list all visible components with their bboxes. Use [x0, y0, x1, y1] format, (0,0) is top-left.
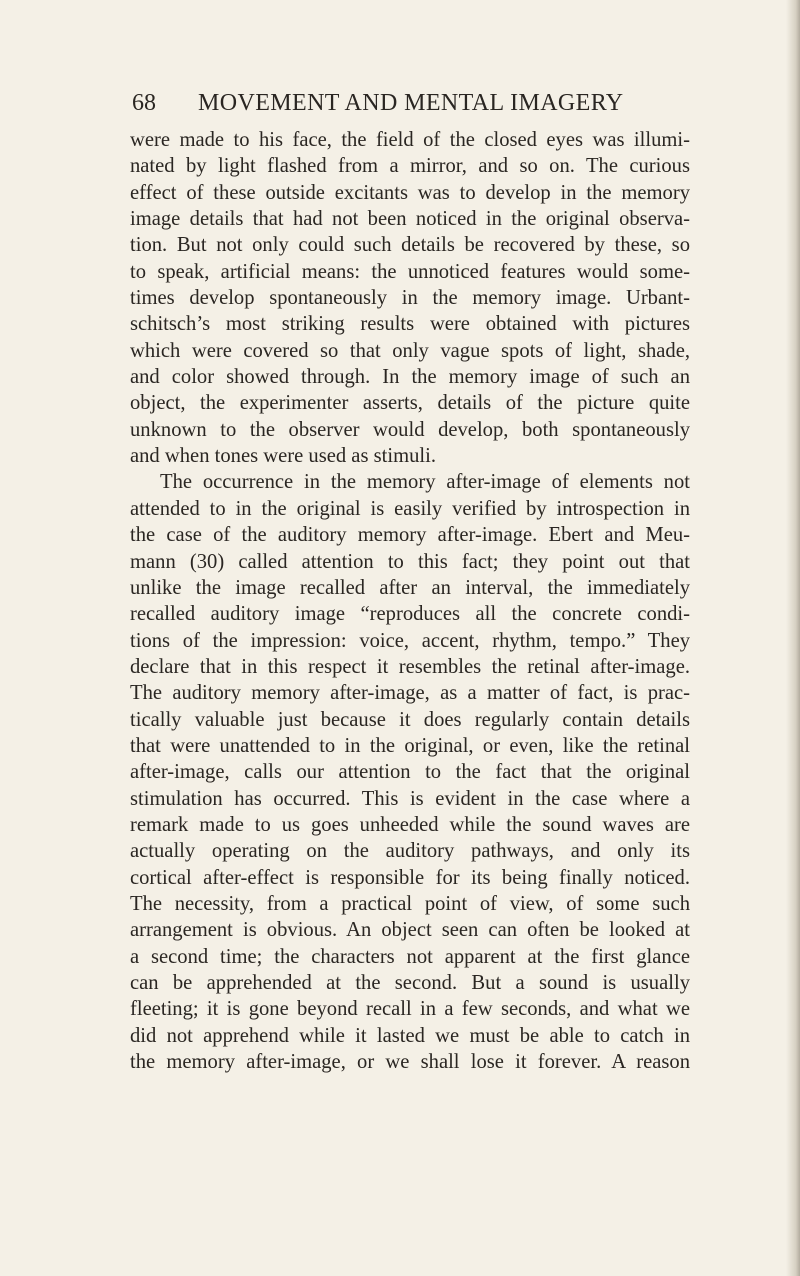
- text-line: unknown to the observer would develop, both spontaneously: [130, 418, 690, 441]
- text-line: fleeting; it is gone beyond recall in a few seconds, and what we: [130, 998, 690, 1021]
- text-line: image details that had not been noticed in the original observa-: [130, 208, 690, 231]
- text-line: the case of the auditory memory after-image. Ebert and Meu-: [130, 524, 690, 547]
- text-line: cortical after-effect is responsible for its being finally noticed.: [130, 866, 690, 889]
- text-line: arrangement is obvious. An object seen can often be looked at: [130, 919, 690, 942]
- text-line: declare that in this respect it resembles the retinal after-image.: [130, 655, 690, 678]
- text-line: actually operating on the auditory pathways, and only its: [130, 840, 690, 863]
- text-line: The necessity, from a practical point of view, of some such: [130, 892, 690, 915]
- text-line: tically valuable just because it does regularly contain details: [130, 708, 690, 731]
- page-edge-shadow: [786, 0, 800, 1276]
- text-line: times develop spontaneously in the memory image. Urbant-: [130, 287, 690, 310]
- text-line: can be apprehended at the second. But a sound is usually: [130, 972, 690, 994]
- body-text: [130, 127, 690, 1075]
- running-title: MOVEMENT AND MENTAL IMAGERY: [198, 90, 624, 116]
- text-line: attended to in the original is easily verified by introspection in: [130, 497, 690, 520]
- text-line: which were covered so that only vague spots of light, shade,: [130, 339, 690, 362]
- text-line: to speak, artificial means: the unnoticed features would some-: [130, 260, 690, 283]
- text-line: did not apprehend while it lasted we must be able to catch in: [130, 1024, 690, 1047]
- text-line: nated by light flashed from a mirror, and so on. The curious: [130, 155, 690, 178]
- text-line: after-image, calls our attention to the fact that the original: [130, 761, 690, 784]
- text-line: unlike the image recalled after an interval, the immediately: [130, 576, 690, 599]
- text-line: stimulation has occurred. This is evident in the case where a: [130, 787, 690, 810]
- text-line: were made to his face, the field of the closed eyes was illumi-: [130, 129, 690, 151]
- paragraph-end-line: and when tones were used as stimuli.: [130, 445, 436, 468]
- text-line: The auditory memory after-image, as a matter of fact, is prac-: [130, 682, 690, 705]
- text-line: schitsch’s most striking results were obtained with pictures: [130, 313, 690, 336]
- text-line: mann (30) called attention to this fact; they point out that: [130, 550, 690, 573]
- text-line: and color showed through. In the memory image of such an: [130, 366, 690, 389]
- text-line: that were unattended to in the original, or even, like the retinal: [130, 734, 690, 757]
- text-line: effect of these outside excitants was to develop in the memory: [130, 181, 690, 204]
- paragraph-start-line: The occurrence in the memory after-image of elements not: [160, 471, 690, 494]
- text-line: object, the experimenter asserts, details of the picture quite: [130, 392, 690, 415]
- text-line: a second time; the characters not apparent at the first glance: [130, 945, 690, 968]
- text-line: tion. But not only could such details be recovered by these, so: [130, 234, 690, 257]
- text-line: remark made to us goes unheeded while the sound waves are: [130, 813, 690, 836]
- text-line: tions of the impression: voice, accent, rhythm, tempo.” They: [130, 629, 690, 652]
- page-number: 68: [132, 90, 156, 116]
- text-line: the memory after-image, or we shall lose it forever. A reason: [130, 1051, 690, 1074]
- text-line: recalled auditory image “reproduces all the concrete condi-: [130, 603, 690, 626]
